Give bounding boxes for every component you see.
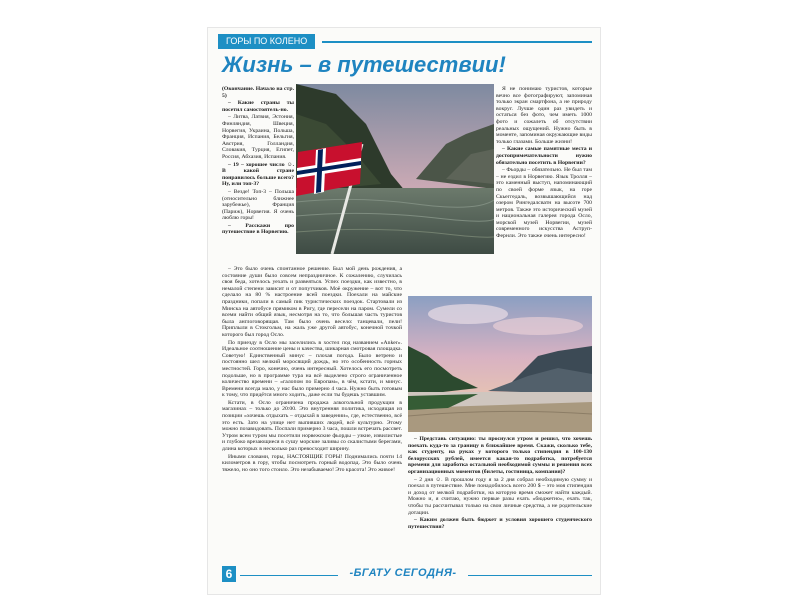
article-paragraph: Иными словами, горы, НАСТОЯЩИЕ ГОРЫ! Поднимались почти 14 километров в гору, чтобы посмотреть горный водопад. Это было очень тяжело, но оно того стоило. Это незабываемо! Это красота! Это живое!: [222, 453, 402, 473]
rubric-label: ГОРЫ ПО КОЛЕНО: [218, 34, 315, 49]
newspaper-masthead: -БГАТУ СЕГОДНЯ-: [349, 567, 457, 579]
fjord-flag-photo: [296, 84, 494, 254]
article-paragraph: – Это было очень спонтанное решение. Был мой день рождения, а состояние души было совсем непраздничное. К сожалению, случилась своя беда, хотелось уехать и развеяться. Успех поездки, как известно, в немалой степени зависит и от попутчиков. Моё окружение – вот то, что сделало на 80 % настроение всей поездки. Поехали на майские праздники, попали в самый пик туристических поездок. Стартовали из Минска на автобусе прямиком в Ригу, где пересели на паром. Сумели со всеми найти общий язык, несмотря на то, что большая часть туристов была англоговорящая. Там было очень весело: танцевали, пели! Приплыли в Стокгольм, на жаль уже другой автобус, конечной точкой которого был город Осло.: [222, 266, 402, 338]
footer-divider-left: [240, 575, 338, 576]
article-paragraph: Я не понимаю туристов, которые вечно все фотографируют, запоминая только экран смартфона, а не природу вокруг. Лучше один раз увидеть и остаться без фото, чем иметь 1000 фото и сожалеть об отсутствии реальных ощущений. Нужно быть в моменте, запоминая окружающие виды только глазами. Больше жизни!: [496, 86, 592, 145]
rubric-divider: [322, 41, 592, 43]
article-paragraph: – 2 дня ☺. В прошлом году я за 2 дня собрал необходимую сумму и поехал в путешествие. Мне понадобилось всего 200 $ – это моя стипендия и доход от мелкой подработки, на которую время сможет найти каждый. Можно и, я считаю, нужно первые разы ехать «бюджетно», ехать так, чтобы ты рассчитывал только на свои личные средства, а не родительские дотации.: [408, 476, 592, 516]
fjord-sunset-photo: [408, 296, 592, 432]
article-paragraph: – Представь ситуацию: ты проснулся утром и решил, что хочешь поехать куда-то за границу в ближайшее время. Скажи, сколько тебе, как студенту, на руках у которого только стипендия в 100-130 белорусских рублей, имеется какая-то подработка, потребуется времени для заработка остальной необходимой суммы и решения всех организационных моментов (билеты, гостиница, компания)?: [408, 436, 592, 475]
article-paragraph: – 19 – хорошее число ☺. В какой стране понравилось больше всего? Ну, или топ-3?: [222, 161, 294, 188]
page-number: 6: [222, 566, 236, 582]
article-paragraph: – Какие страны ты посетил самостоятель-но.: [222, 100, 294, 113]
column-left-bottom: [222, 266, 402, 564]
column-right-bottom: [408, 436, 592, 564]
article-paragraph: – Фьорды – обязательно. Не был там – не ездил в Норвегию. Язык Тролля – это каменный выступ, напоминающий по своей форме язык, на горе Скьеггедаль, возвышающийся над озером Рингедалсватн на высоте 700 метров. Также это исторический музей и национальная галерея города Осло, морской музей Норвегии, музей современного искусства Аструп-Фернли. Это также очень интересно!: [496, 167, 592, 240]
article-paragraph: (Окончание. Начало на стр. 5): [222, 86, 294, 99]
article-paragraph: – Литва, Латвия, Эстония, Финляндия, Швеция, Норвегия, Украина, Польша, Франция, Испания, Бельгия, Австрия, Голландия, Словакия, Турция, Египет, Россия, Абхазия, Испания.: [222, 114, 294, 160]
footer-divider-right: [468, 575, 592, 576]
article-paragraph: – Везде! Топ-3 – Польша (относительно ближнее зарубежье), Франция (Париж), Норвегия. Я очень люблю горы!: [222, 188, 294, 222]
article-paragraph: Кстати, в Осло ограничена продажа алкогольной продукции в магазинах – только до 20:00. Это внутренняя политика, исходящая из позиции «хочешь отдыхать – отдыхай в заведении», где, естественно, всё это есть. Зато на улице нет выпивших людей, всё культурно. Этому можно позавидовать. Поспали примерно 3 часа, пошли встречать рассвет. Утром всем туром мы посетили норвежские фьорды – узкие, извилистые и глубоко врезающиеся в сушу морские заливы со скалистыми берегами, длина которых в несколько раз превосходит ширину.: [222, 399, 402, 453]
article-paragraph: – Каким должен быть бюджет и условия хорошего студенческого путешествия?: [408, 517, 592, 530]
article-paragraph: – Какие самые памятные места и достопримечательности нужно обязательно посетить в Норвегии?: [496, 146, 592, 166]
column-right-top: [496, 86, 592, 294]
article-paragraph: – Расскажи про путешествие в Норвегию.: [222, 222, 294, 236]
article-title: Жизнь – в путешествии!: [222, 52, 506, 77]
article-paragraph: По приезду в Осло мы заселились в хостел под названием «Anker». Идеальное соотношение цены и качества, шикарная смотровая площадка. Советую! Единственный минус – плохая погода. Было ветрено и постоянно шел мелкий моросящий дождь, но это особенность горных местностей. Горо, конечно, очень интересный. Хотелось его посмотреть подольше, но в программе тура на всё выделено строго ограниченное количество времени – «галопом по Европам», в чём, кстати, и минус. Времени всегда мало, у нас было примерно 4 часа. Нужно быть готовым к тому, что придётся много ходить, даже если ты будешь уставшим.: [222, 339, 402, 399]
column-left-top: [222, 86, 294, 264]
